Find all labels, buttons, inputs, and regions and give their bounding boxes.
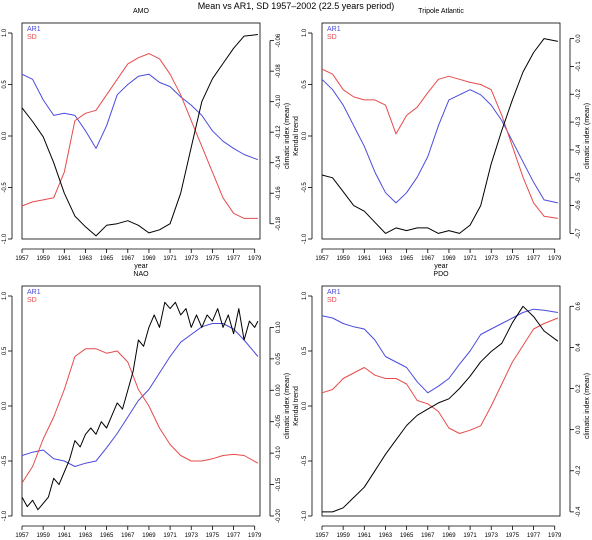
y2-tick-label: -0.16 (276, 186, 282, 201)
y-tick-label: -0.5 (2, 182, 8, 193)
x-tick-label: 1969 (142, 256, 156, 262)
x-tick-label: 1965 (99, 256, 114, 262)
y-tick-label: 1.0 (302, 291, 308, 301)
x-tick-label: 1979 (548, 533, 562, 539)
y2-tick-label: -0.20 (276, 509, 282, 523)
y2-axis-label: climatic index (mean) (284, 372, 291, 440)
series-line-ar1 (322, 309, 558, 393)
x-tick-label: 1965 (399, 256, 414, 262)
x-tick-label: 1959 (36, 533, 50, 539)
x-tick-label: 1977 (226, 533, 241, 539)
y2-tick-label: 0.05 (276, 353, 282, 365)
series-line-sd (22, 349, 258, 483)
x-tick-label: 1977 (526, 256, 541, 262)
y-axis-label: Kendal trend (293, 116, 300, 156)
series-line-sd (322, 69, 558, 218)
y-tick-label: 1.0 (2, 28, 8, 38)
y2-tick-label: -0.15 (276, 477, 282, 492)
legend-entry-sd: SD (27, 34, 37, 41)
x-tick-label: 1971 (463, 533, 477, 539)
y2-tick-label: 0.00 (276, 384, 282, 397)
x-tick-label: 1977 (526, 533, 541, 539)
x-tick-label: 1971 (163, 256, 177, 262)
y-tick-label: 0.5 (2, 346, 8, 356)
y-tick-label: -0.5 (302, 455, 308, 467)
x-axis-label: year (134, 263, 148, 270)
series-line-mean (22, 302, 258, 509)
series-line-mean (322, 306, 558, 512)
y-tick-label: -1.0 (302, 510, 308, 522)
y2-tick-label: 0.10 (276, 321, 282, 334)
y2-tick-label: -0.2 (576, 465, 582, 476)
x-tick-label: 1977 (226, 256, 241, 262)
y-tick-label: 0.0 (2, 401, 8, 411)
x-tick-label: 1979 (248, 256, 262, 262)
x-tick-label: 1957 (315, 533, 329, 539)
y-tick-label: -1.0 (2, 233, 8, 245)
x-tick-label: 1971 (163, 533, 177, 539)
y2-tick-label: -0.7 (576, 228, 582, 239)
x-tick-label: 1959 (336, 256, 350, 262)
figure-title: Mean vs AR1, SD 1957–2002 (22.5 years period) (197, 1, 395, 11)
y-tick-label: 0.0 (2, 131, 8, 141)
legend-entry-ar1: AR1 (327, 289, 341, 296)
y2-tick-label: -0.1 (576, 61, 582, 72)
panel-title: NAO (133, 271, 149, 278)
panel-title: Tripole Atlantic (418, 8, 464, 15)
x-tick-label: 1957 (315, 256, 329, 262)
x-tick-label: 1967 (121, 256, 135, 262)
legend-entry-ar1: AR1 (327, 26, 341, 33)
series-line-mean (322, 39, 558, 234)
x-tick-label: 1963 (378, 533, 393, 539)
legend-entry-sd: SD (327, 34, 337, 41)
y2-tick-label: -0.06 (276, 33, 282, 48)
y2-tick-label: -0.14 (276, 155, 282, 170)
series-line-ar1 (22, 324, 258, 467)
legend-entry-ar1: AR1 (27, 289, 41, 296)
y-tick-label: 0.5 (2, 80, 8, 89)
x-tick-label: 1975 (505, 256, 520, 262)
y-tick-label: -1.0 (2, 510, 8, 522)
plot-frame (322, 286, 560, 516)
x-tick-label: 1969 (142, 533, 156, 539)
y-tick-label: 0.0 (302, 131, 308, 141)
y2-axis-label: climatic index (mean) (284, 102, 291, 170)
x-tick-label: 1957 (15, 256, 29, 262)
y2-tick-label: -0.2 (576, 89, 582, 100)
y-tick-label: 0.5 (302, 80, 308, 89)
y-tick-label: 0.0 (302, 401, 308, 411)
x-tick-label: 1965 (99, 533, 114, 539)
chart-panel-0 (0, 8, 291, 270)
series-line-sd (22, 54, 258, 219)
y2-tick-label: -0.3 (576, 116, 582, 128)
panel-title: PDO (433, 271, 449, 278)
y-tick-label: 1.0 (2, 291, 8, 301)
chart-panel-1 (293, 8, 591, 270)
x-tick-label: 1963 (78, 533, 93, 539)
y2-tick-label: 0.6 (576, 302, 582, 311)
y2-tick-label: 0.0 (576, 34, 582, 43)
x-tick-label: 1967 (421, 533, 435, 539)
x-tick-label: 1961 (357, 256, 371, 262)
y2-axis-label: climatic index (mean) (584, 372, 591, 440)
y-tick-label: 0.5 (302, 346, 308, 356)
x-tick-label: 1959 (336, 533, 350, 539)
x-tick-label: 1973 (184, 256, 198, 262)
plot-frame (322, 23, 560, 239)
y2-tick-label: -0.4 (576, 506, 582, 518)
y-tick-label: 1.0 (302, 28, 308, 38)
y-tick-label: -0.5 (302, 182, 308, 193)
x-tick-label: 1963 (78, 256, 93, 262)
y2-tick-label: -0.6 (576, 200, 582, 211)
y-tick-label: -0.5 (2, 455, 8, 467)
y2-tick-label: -0.10 (276, 94, 282, 109)
x-tick-label: 1975 (205, 256, 220, 262)
plot-frame (22, 23, 260, 239)
x-tick-label: 1961 (357, 533, 371, 539)
x-tick-label: 1973 (484, 256, 498, 262)
x-tick-label: 1967 (421, 256, 435, 262)
x-tick-label: 1975 (205, 533, 220, 539)
y2-tick-label: 0.4 (576, 343, 582, 352)
y2-tick-label: -0.5 (576, 172, 582, 183)
legend-entry-ar1: AR1 (27, 26, 41, 33)
y2-tick-label: 0.2 (576, 384, 582, 393)
chart-panel-2 (0, 271, 291, 540)
x-tick-label: 1979 (248, 533, 262, 539)
y2-tick-label: -0.08 (276, 64, 282, 78)
panel-title: AMO (133, 8, 149, 15)
legend-entry-sd: SD (327, 297, 337, 304)
plot-frame (22, 286, 260, 516)
y-tick-label: -1.0 (302, 233, 308, 245)
x-tick-label: 1967 (121, 533, 135, 539)
y2-tick-label: -0.12 (276, 125, 282, 140)
x-tick-label: 1961 (57, 256, 71, 262)
x-tick-label: 1979 (548, 256, 562, 262)
x-tick-label: 1957 (15, 533, 29, 539)
x-tick-label: 1973 (184, 533, 198, 539)
series-line-sd (322, 318, 558, 434)
x-tick-label: 1965 (399, 533, 414, 539)
x-tick-label: 1971 (463, 256, 477, 262)
x-tick-label: 1975 (505, 533, 520, 539)
x-tick-label: 1959 (36, 256, 50, 262)
series-line-ar1 (22, 74, 258, 160)
y2-tick-label: -0.4 (576, 144, 582, 156)
y2-tick-label: -0.18 (276, 216, 282, 231)
x-tick-label: 1969 (442, 256, 456, 262)
x-tick-label: 1973 (484, 533, 498, 539)
y2-tick-label: 0.0 (576, 425, 582, 434)
x-tick-label: 1963 (378, 256, 393, 262)
y2-axis-label: climatic index (mean) (584, 102, 591, 170)
chart-panel-3 (293, 271, 591, 540)
y-axis-label: Kendal trend (293, 386, 300, 426)
y2-tick-label: -0.05 (276, 414, 282, 429)
series-line-mean (22, 35, 258, 236)
y2-tick-label: -0.10 (276, 446, 282, 460)
legend-entry-sd: SD (27, 297, 37, 304)
x-axis-label: year (434, 263, 448, 270)
x-tick-label: 1969 (442, 533, 456, 539)
x-tick-label: 1961 (57, 533, 71, 539)
